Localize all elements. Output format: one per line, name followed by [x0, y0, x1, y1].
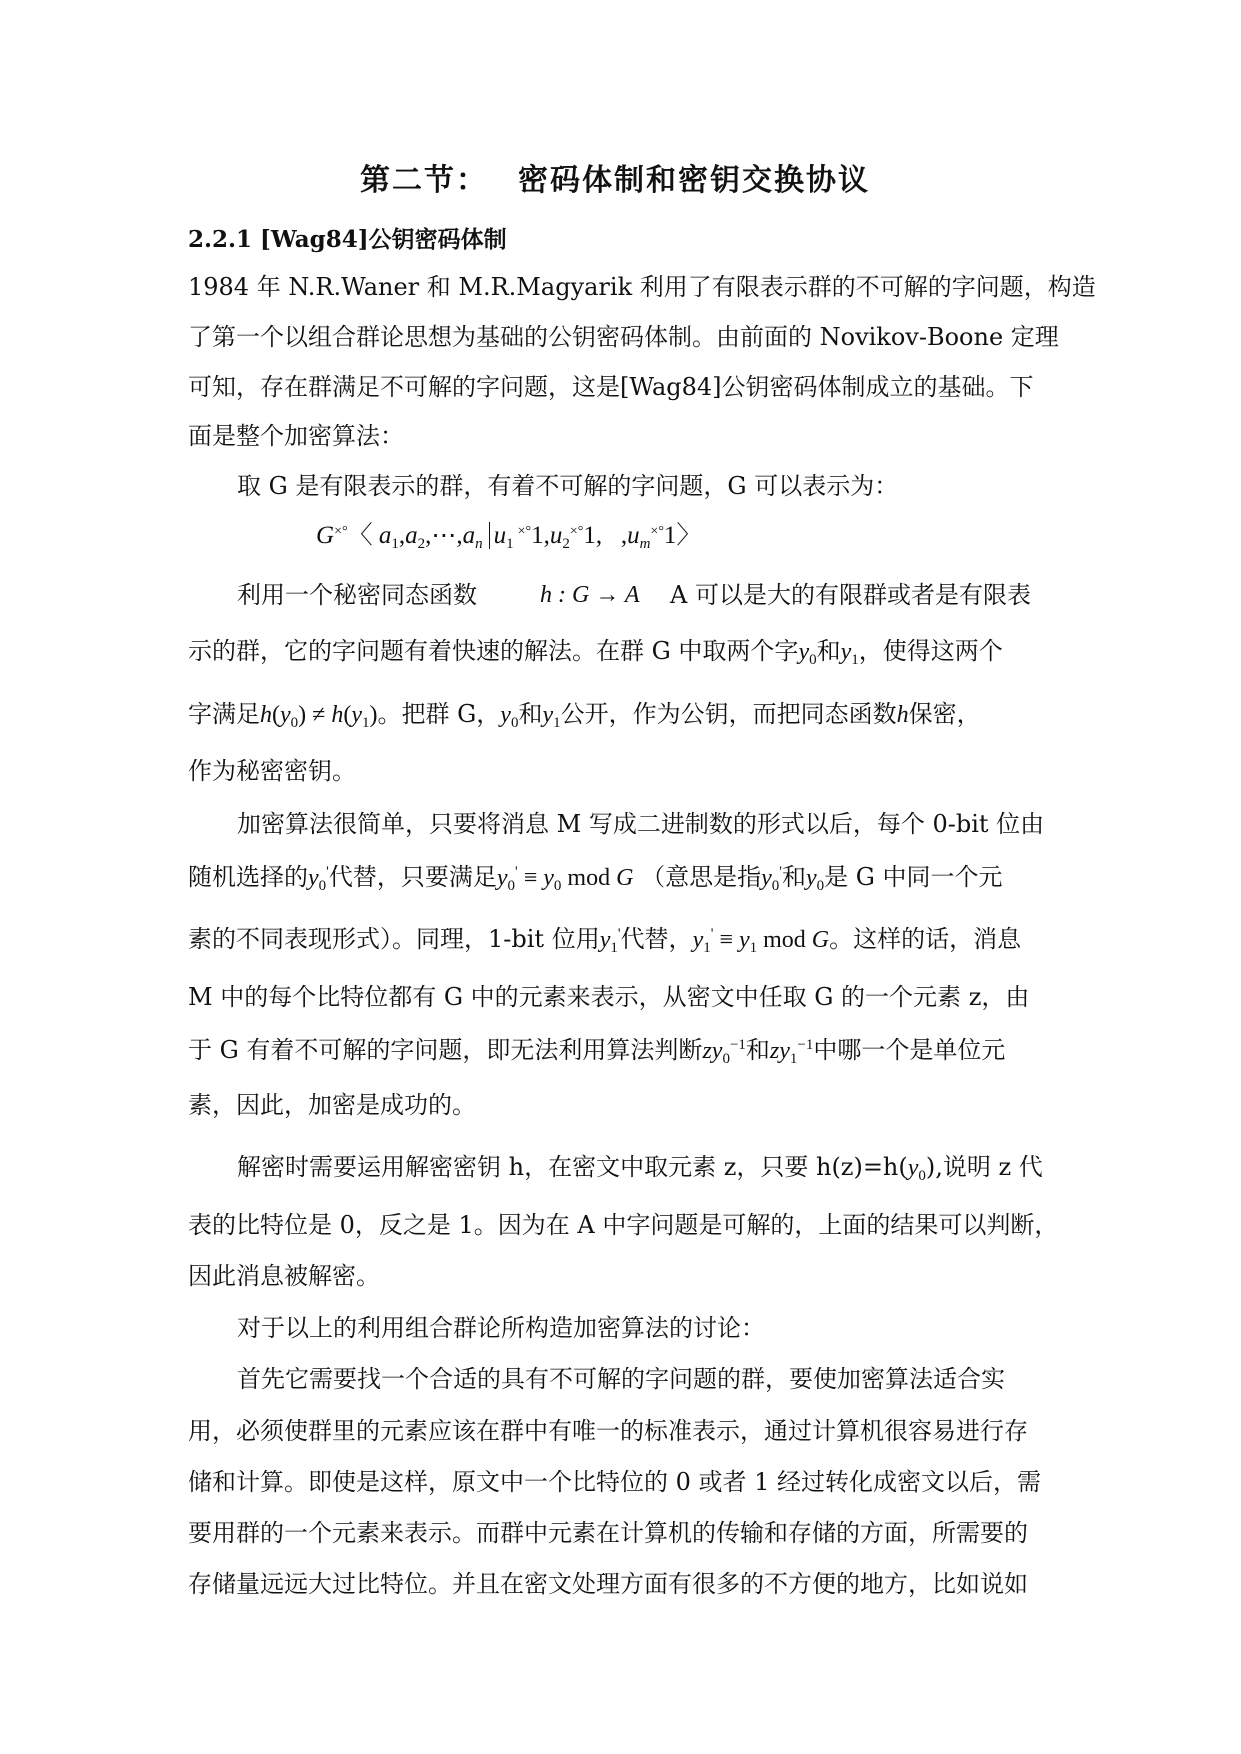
para-line-23: 要用群的一个元素来表示。而群中元素在计算机的传输和存储的方面，所需要的: [188, 1519, 1028, 1547]
para-line-12: 素的不同表现形式）。同理，1-bit 位用$y_1'$代替，$y_1' \equiv y_1$ mod G。这样的话，消息: [188, 925, 1022, 956]
homomorphism-formula: h : G → A: [540, 582, 640, 608]
para-line-22: 储和计算。即使是这样，原文中一个比特位的 0 或者 1 经过转化成密文以后，需: [188, 1468, 1042, 1496]
para-line-21: 用，必须使群里的元素应该在群中有唯一的标准表示，通过计算机很容易进行存: [188, 1417, 1028, 1445]
para-line-24: 存储量远远大过比特位。并且在密文处理方面有很多的不方便的地方，比如说如: [188, 1570, 1028, 1598]
para-line-20: 首先它需要找一个合适的具有不可解的字问题的群，要使加密算法适合实: [237, 1365, 1005, 1393]
para-line-17: 表的比特位是 0，反之是 1。因为在 A 中字问题是可解的，上面的结果可以判断，: [188, 1211, 1059, 1239]
subsection-heading: 2.2.1 [Wag84]公钥密码体制: [188, 226, 507, 253]
group-presentation-formula: G×°〈 $a_1,a_2,\cdots,a_n$ $u_1^{\times^\circ}1,u_2^{\times^\circ}1$, $,u_m^{\times^\circ}1$〉: [316, 522, 702, 552]
para-line-9: 作为秘密密钥。: [188, 757, 356, 785]
para-line-6b: A 可以是大的有限群或者是有限表: [670, 581, 1031, 609]
para-line-14: 于 G 有着不可解的字问题，即无法利用算法判断$zy_0^{-1}$和$zy_1^{-1}$中哪一个是单位元: [188, 1036, 1006, 1067]
para-line-8: 字满足$h(y_0) \ne h(y_1)$。把群 G，$y_0$和$y_1$公开，作为公钥，而把同态函数h保密，: [188, 700, 981, 731]
para-line-11: 随机选择的$y_0'$代替，只要满足$y_0' \equiv y_0$ mod G （意思是指$y_0'$和$y_0$是 G 中同一个元: [188, 863, 1003, 894]
para-line-18: 因此消息被解密。: [188, 1262, 380, 1290]
para-line-2: 了第一个以组合群论思想为基础的公钥密码体制。由前面的 Novikov-Boone 定理: [188, 323, 1059, 351]
para-line-6: 利用一个秘密同态函数: [237, 581, 477, 609]
para-line-7: 示的群，它的字问题有着快速的解法。在群 G 中取两个字$y_0$和$y_1$，使得这两个: [188, 637, 1003, 668]
para-line-3: 可知，存在群满足不可解的字问题，这是[Wag84]公钥密码体制成立的基础。下: [188, 373, 1034, 401]
para-line-19: 对于以上的利用组合群论所构造加密算法的讨论：: [237, 1314, 765, 1342]
para-line-1: 1984 年 N.R.Waner 和 M.R.Magyarik 利用了有限表示群的不可解的字问题，构造: [188, 273, 1096, 301]
para-line-13: M 中的每个比特位都有 G 中的元素来表示，从密文中任取 G 的一个元素 z，由: [188, 983, 1030, 1011]
para-line-16: 解密时需要运用解密密钥 h，在密文中取元素 z，只要 $h(z)=h(y_0)$,说明 z 代: [237, 1153, 1043, 1184]
para-line-5: 取 G 是有限表示的群，有着不可解的字问题，G 可以表示为：: [237, 472, 899, 500]
para-line-15: 素，因此，加密是成功的。: [188, 1091, 476, 1119]
para-line-10: 加密算法很简单，只要将消息 M 写成二进制数的形式以后，每个 0-bit 位由: [237, 810, 1045, 838]
para-line-4: 面是整个加密算法：: [188, 422, 404, 450]
page-title: 第二节： 密码体制和密钥交换协议: [360, 163, 870, 198]
